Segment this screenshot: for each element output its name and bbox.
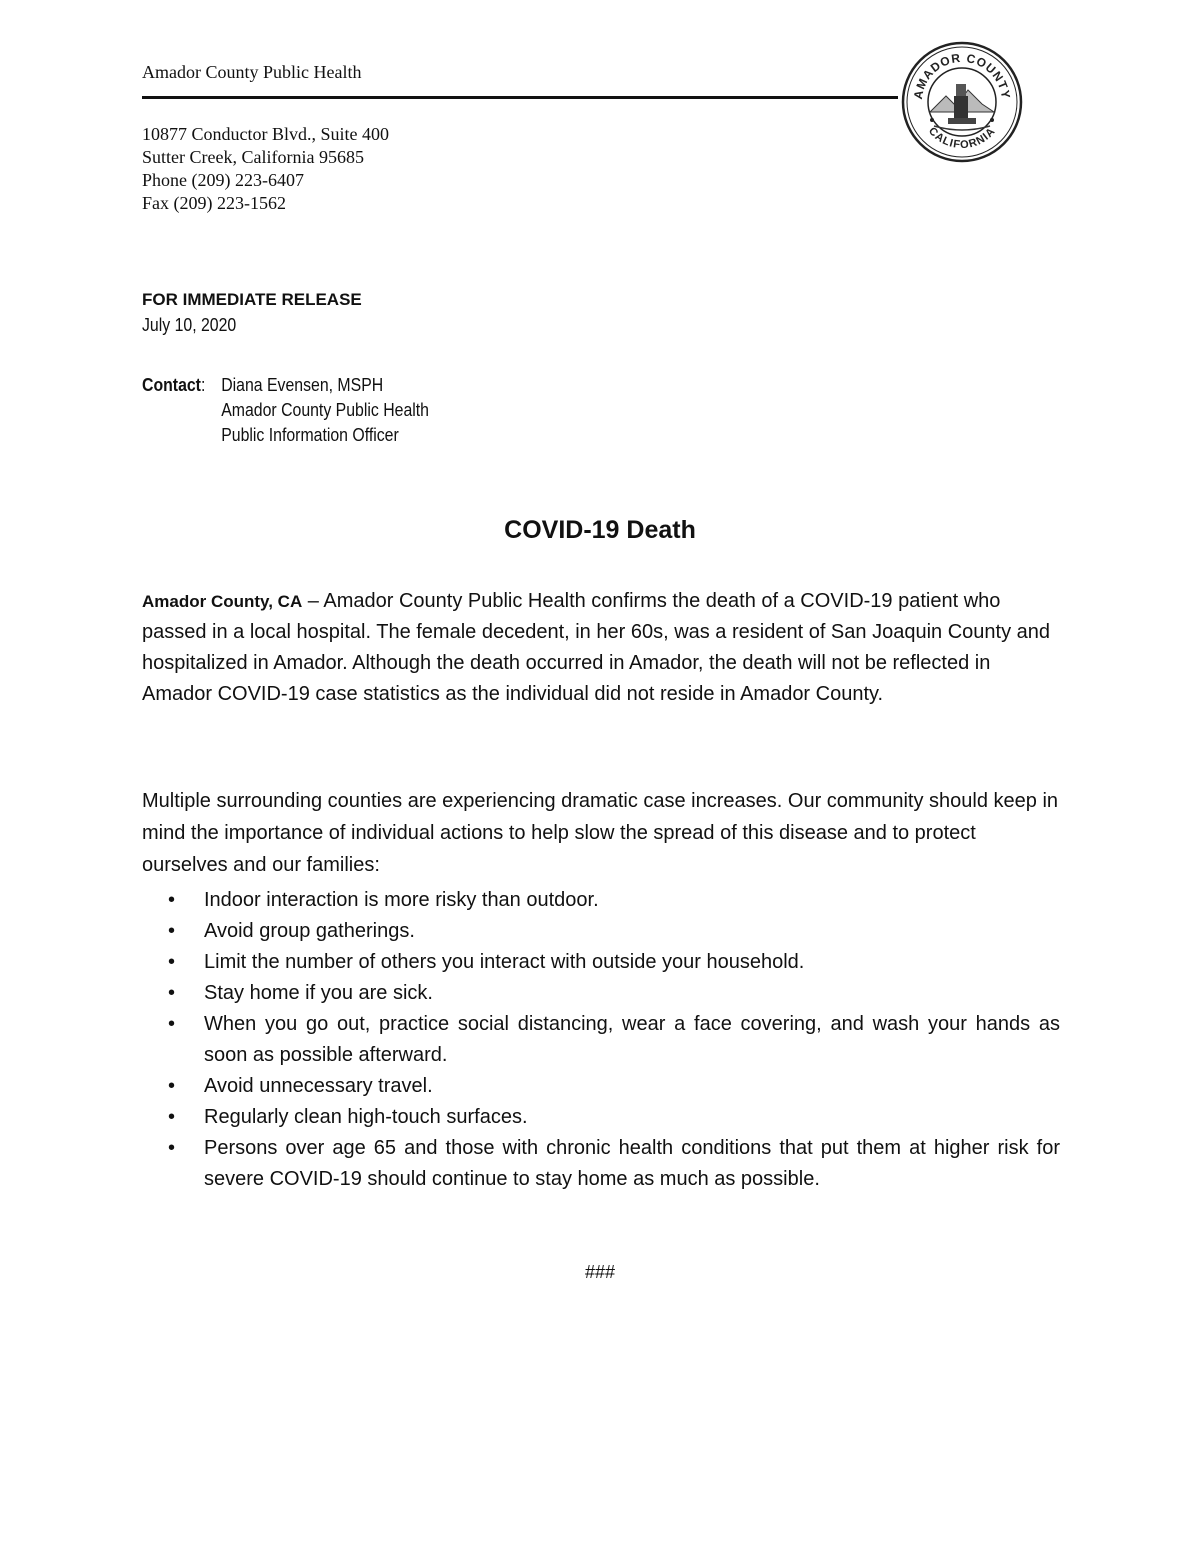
dateline-separator: – — [302, 590, 324, 612]
list-item: • Limit the number of others you interact with outside your household. — [142, 947, 1060, 978]
page-title: COVID-19 Death — [504, 516, 696, 544]
paragraph-text: Amador County Public Health confirms the death of a COVID-19 patient who passed in a local hospital. The female decedent, in her 60s, was a resident of San Joaquin County and hospitalized in Amador. Although the death occurred in Amador, the death will not be reflected in Amador COVID-19 case statistics as the individual did not reside in Amador County. — [142, 590, 1050, 705]
organization-name: Amador County Public Health — [142, 62, 362, 82]
dateline: Amador County, CA — [142, 592, 303, 611]
list-item: • Persons over age 65 and those with chronic health conditions that put them at higher risk for severe COVID-19 should continue to stay home as much as possible. — [142, 1133, 1060, 1195]
contact-label-colon: : — [200, 375, 206, 395]
header-divider — [142, 96, 898, 99]
contact-title: Public Information Officer — [221, 425, 399, 445]
release-label: FOR IMMEDIATE RELEASE — [142, 290, 362, 309]
mailing-address — [142, 123, 389, 215]
address-line: Sutter Creek, California 95685 — [142, 147, 364, 167]
svg-text:CALIFORNIA: CALIFORNIA — [925, 125, 999, 152]
release-date: July 10, 2020 — [142, 315, 237, 335]
list-item: • Avoid unnecessary travel. — [142, 1071, 1060, 1102]
contact-label: Contact — [142, 375, 201, 395]
list-item: • Regularly clean high-touch surfaces. — [142, 1102, 1060, 1133]
list-item: • Indoor interaction is more risky than outdoor. — [142, 885, 1060, 916]
end-mark: ### — [584, 1262, 616, 1282]
body-paragraph — [142, 586, 1060, 710]
list-item: • Stay home if you are sick. — [142, 978, 1060, 1009]
body-paragraph: Multiple surrounding counties are experiencing dramatic case increases. Our community should keep in mind the importance of individual actions to help slow the spread of this disease and to protect ourselves and our families: — [142, 790, 1059, 876]
contact-organization: Amador County Public Health — [221, 400, 429, 420]
phone-number: Phone (209) 223-6407 — [142, 170, 304, 190]
county-seal-icon — [900, 40, 1024, 164]
contact-block — [142, 373, 429, 445]
svg-text:AMADOR COUNTY: AMADOR COUNTY — [910, 50, 1014, 101]
fax-number: Fax (209) 223-1562 — [142, 193, 286, 213]
recommendations-list — [142, 885, 1060, 1195]
list-item: • When you go out, practice social distancing, wear a face covering, and wash your hands as soon as possible afterward. — [142, 1009, 1060, 1071]
address-line: 10877 Conductor Blvd., Suite 400 — [142, 124, 389, 144]
list-item: • Avoid group gatherings. — [142, 916, 1060, 947]
contact-name: Diana Evensen, MSPH — [221, 375, 384, 395]
